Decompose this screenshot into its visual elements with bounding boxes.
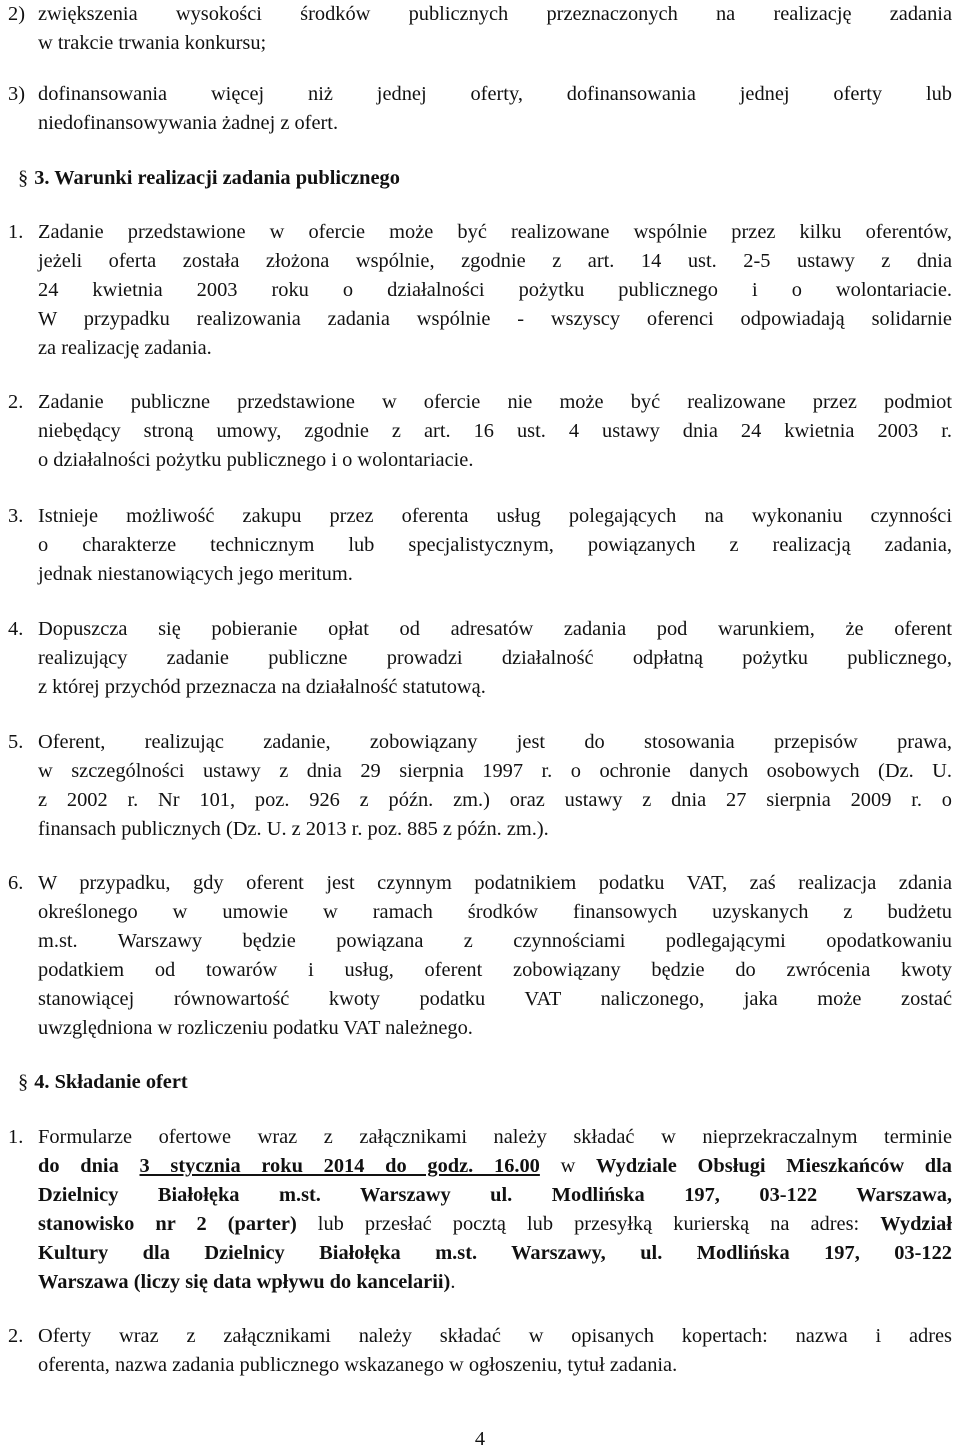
text-line [38, 1152, 952, 1181]
text-line: W przypadku realizowania zadania wspólnie - wszyscy oferenci odpowiadają solidarnie [38, 308, 952, 330]
item-text [38, 1123, 952, 1297]
text-segment: lub przesłać pocztą lub przesyłką kurierską na adres: [296, 1213, 881, 1235]
text-line: niedofinansowywania żadnej z ofert. [38, 112, 339, 134]
text-line: Oferent, realizując zadanie, zobowiązany jest do stosowania przepisów prawa, [38, 731, 952, 753]
text-line: Dzielnicy Białołęka m.st. Warszawy ul. Modlińska 197, 03-122 Warszawa, [38, 1184, 952, 1206]
text-line: podatkiem od towarów i usług, oferent zobowiązany będzie do zwrócenia kwoty [38, 959, 952, 981]
section-symbol: § [18, 1071, 29, 1093]
office-name: Wydział [880, 1213, 952, 1235]
text-line: Formularze ofertowe wraz z załącznikami należy składać w nieprzekraczalnym terminie [38, 1126, 952, 1148]
text-line: Zadanie publiczne przedstawione w ofercie nie może być realizowane przez podmiot [38, 391, 952, 413]
item-text [38, 388, 952, 475]
text-line: oferenta, nazwa zadania publicznego wskazanego w ogłoszeniu, tytuł zadania. [38, 1354, 678, 1376]
deadline-prefix: do dnia [38, 1155, 140, 1177]
text-line [38, 1268, 952, 1297]
section-heading [18, 164, 400, 193]
item-text [38, 615, 952, 702]
text-line: Zadanie przedstawione w ofercie może być realizowane wspólnie przez kilku oferentów, [38, 221, 952, 243]
text-line: w szczególności ustawy z dnia 29 sierpnia 1997 r. o ochronie danych osobowych (Dz. U. [38, 760, 952, 782]
item-text [38, 728, 952, 844]
section-heading [18, 1068, 188, 1097]
text-line: stanowiącej równowartość kwoty podatku VAT naliczonego, jaka może zostać [38, 988, 952, 1010]
deadline-date: 3 stycznia roku 2014 do godz. 16.00 [139, 1155, 540, 1177]
text-line: z której przychód przeznacza na działalność statutową. [38, 676, 486, 698]
section-title: 4. Składanie ofert [34, 1071, 188, 1093]
text-line: Dopuszcza się pobieranie opłat od adresatów zadania pod warunkiem, że oferent [38, 618, 952, 640]
text-line: w trakcie trwania konkursu; [38, 32, 267, 54]
item-number: 4. [8, 618, 24, 640]
text-line [38, 1210, 952, 1239]
text-line: dofinansowania więcej niż jednej oferty, dofinansowania jednej oferty lub [38, 83, 952, 105]
item-text [38, 0, 952, 58]
text-line: realizujący zadanie publiczne prowadzi działalność odpłatną pożytku publicznego, [38, 647, 952, 669]
section-symbol: § [18, 167, 29, 189]
address-city: Warszawa (liczy się data wpływu do kancelarii) [38, 1271, 451, 1293]
item-number: 1. [8, 1126, 24, 1148]
item-text [38, 869, 952, 1043]
text-line: Oferty wraz z załącznikami należy składać w opisanych kopertach: nazwa i adres [38, 1325, 952, 1347]
item-text [38, 502, 952, 589]
text-line: finansach publicznych (Dz. U. z 2013 r. poz. 885 z późn. zm.). [38, 818, 549, 840]
text-line: jeżeli oferta została złożona wspólnie, zgodnie z art. 14 ust. 2-5 ustawy z dnia [38, 250, 952, 272]
item-number: 3. [8, 505, 24, 527]
item-number: 6. [8, 872, 24, 894]
item-number: 2) [8, 3, 25, 25]
item-text [38, 80, 952, 138]
desk-location: stanowisko nr 2 (parter) [38, 1213, 297, 1235]
item-number: 2. [8, 1325, 24, 1347]
text-line: jednak niestanowiących jego meritum. [38, 563, 353, 585]
text-segment: w [539, 1155, 597, 1177]
text-line: 24 kwietnia 2003 roku o działalności pożytku publicznego i o wolontariacie. [38, 279, 952, 301]
section-title: 3. Warunki realizacji zadania publicznego [34, 167, 400, 189]
text-line: określonego w umowie w ramach środków finansowych uzyskanych z budżetu [38, 901, 952, 923]
text-line: o działalności pożytku publicznego i o wolontariacie. [38, 449, 474, 471]
text-line: W przypadku, gdy oferent jest czynnym podatnikiem podatku VAT, zaś realizacja zdania [38, 872, 952, 894]
item-number: 5. [8, 731, 24, 753]
page-number: 4 [474, 1428, 486, 1450]
text-segment: . [450, 1271, 456, 1293]
item-number: 2. [8, 391, 24, 413]
text-line: niebędący stroną umowy, zgodnie z art. 16 ust. 4 ustawy dnia 24 kwietnia 2003 r. [38, 420, 952, 442]
text-line: Kultury dla Dzielnicy Białołęka m.st. Warszawy, ul. Modlińska 197, 03-122 [38, 1242, 952, 1264]
item-number: 3) [8, 83, 25, 105]
text-line: o charakterze technicznym lub specjalistycznym, powiązanych z realizacją zadania, [38, 534, 952, 556]
item-number: 1. [8, 221, 24, 243]
item-text [38, 218, 952, 363]
text-line: zwiększenia wysokości środków publicznych przeznaczonych na realizację zadania [38, 3, 952, 25]
text-line: z 2002 r. Nr 101, poz. 926 z późn. zm.) oraz ustawy z dnia 27 sierpnia 2009 r. o [38, 789, 952, 811]
text-line: uwzględniona w rozliczeniu podatku VAT należnego. [38, 1017, 473, 1039]
office-name: Wydziale Obsługi Mieszkańców dla [596, 1155, 952, 1177]
item-text [38, 1322, 952, 1380]
text-line: za realizację zadania. [38, 337, 212, 359]
text-line: m.st. Warszawy będzie powiązana z czynnościami podlegającymi opodatkowaniu [38, 930, 952, 952]
text-line: Istnieje możliwość zakupu przez oferenta usług polegających na wykonaniu czynności [38, 505, 952, 527]
